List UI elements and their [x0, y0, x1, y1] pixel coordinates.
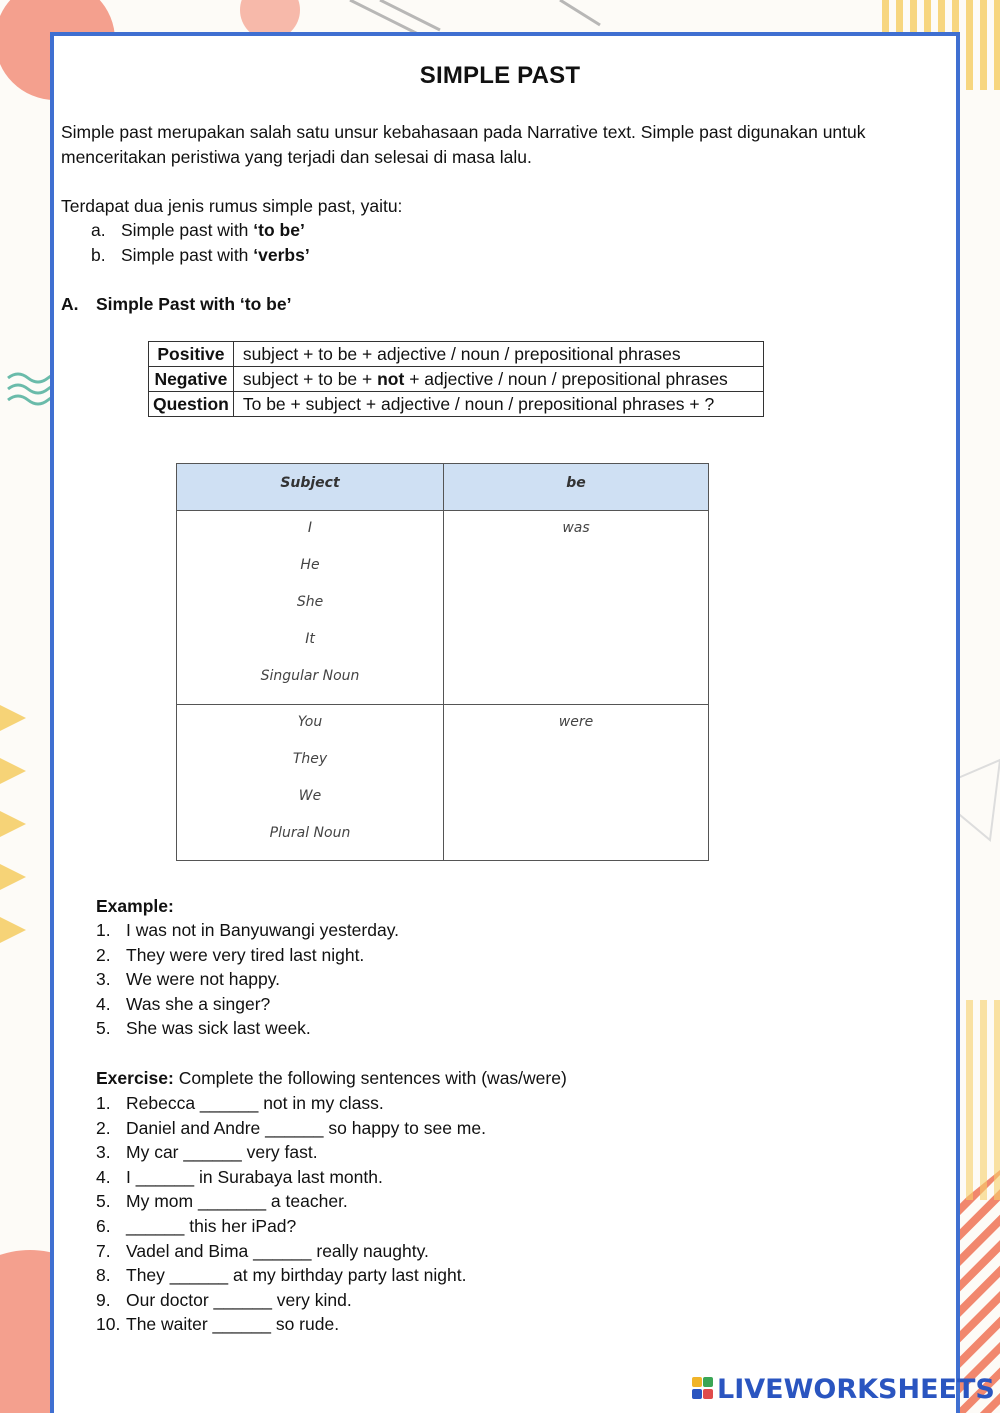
item-text: My car ______ very fast. — [126, 1142, 318, 1163]
page-title: SIMPLE PAST — [419, 62, 581, 89]
list-item — [96, 1116, 486, 1141]
item-number: 4. — [96, 993, 111, 1014]
subject-cell: Singular Noun — [260, 668, 360, 684]
item-text: We were not happy. — [126, 969, 281, 990]
item-number: 2. — [96, 944, 111, 965]
list-item — [96, 1312, 339, 1337]
list-item — [96, 1016, 311, 1041]
list-marker: b. — [91, 245, 106, 265]
list-marker: a. — [91, 220, 106, 240]
subject-cell: It — [305, 631, 315, 647]
item-text: I ______ in Surabaya last month. — [126, 1166, 383, 1187]
item-number: 6. — [96, 1216, 111, 1236]
list-item — [96, 1189, 348, 1214]
formula-table — [148, 341, 764, 417]
logo-icon — [692, 1377, 714, 1401]
item-text: Our doctor ______ very kind. — [126, 1289, 352, 1310]
intro-paragraph — [61, 120, 941, 169]
subject-cell: You — [297, 714, 323, 730]
types-lead: Terdapat dua jenis rumus simple past, yaitu: — [61, 196, 403, 216]
item-text: They were very tired last night. — [126, 944, 365, 965]
item-number: 1. — [96, 920, 111, 940]
list-item — [96, 1165, 383, 1190]
item-number: 3. — [96, 969, 111, 990]
table-row — [149, 367, 764, 392]
item-number: 9. — [96, 1289, 111, 1310]
list-item — [96, 1140, 318, 1165]
table-row — [149, 342, 764, 367]
list-item — [96, 1214, 296, 1239]
item-number: 5. — [96, 1018, 111, 1039]
formula-text — [233, 367, 763, 392]
logo-text: LIVEWORKSHEETS — [717, 1373, 995, 1405]
item-text: They ______ at my birthday party last night. — [126, 1265, 467, 1286]
be-cell: were — [558, 714, 594, 730]
liveworksheets-logo[interactable] — [692, 1372, 995, 1406]
type-emphasis: ‘verbs’ — [253, 245, 310, 265]
item-text: ______ this her iPad? — [126, 1216, 297, 1236]
item-text: The waiter ______ so rude. — [126, 1314, 340, 1335]
item-number: 3. — [96, 1142, 111, 1163]
section-marker: A. — [61, 294, 79, 314]
item-text: She was sick last week. — [126, 1018, 311, 1039]
example-heading: Example: — [96, 896, 174, 916]
list-item — [96, 943, 364, 968]
list-item — [96, 1239, 429, 1264]
item-number: 7. — [96, 1240, 111, 1261]
row-divider — [177, 704, 708, 705]
subject-cell: Plural Noun — [269, 825, 351, 841]
item-text: Daniel and Andre ______ so happy to see me. — [126, 1117, 486, 1138]
item-text: Was she a singer? — [126, 993, 271, 1014]
type-item — [91, 218, 305, 243]
formula-label: Positive — [149, 342, 234, 367]
subject-cell: I — [307, 520, 313, 536]
list-item — [96, 1091, 384, 1116]
exercise-heading — [96, 1066, 567, 1091]
formula-text — [233, 342, 763, 367]
list-item — [96, 918, 399, 943]
item-text: Rebecca ______ not in my class. — [126, 1093, 384, 1113]
intro-line: Simple past merupakan salah satu unsur kebahasaan pada Narrative text. Simple past digunakan untuk — [61, 122, 866, 142]
item-text: My mom _______ a teacher. — [126, 1191, 348, 1212]
item-number: 8. — [96, 1265, 111, 1286]
subject-be-table — [176, 463, 709, 861]
subject-cell: She — [296, 594, 324, 610]
type-text: Simple past with — [121, 245, 254, 265]
subject-cell: They — [292, 751, 328, 767]
list-item — [96, 967, 280, 992]
list-item — [96, 1288, 352, 1313]
exercise-instruction: Complete the following sentences with (was/were) — [173, 1068, 567, 1088]
type-text: Simple past with — [121, 220, 254, 240]
subject-cell: He — [300, 557, 320, 573]
section-heading — [61, 292, 291, 317]
list-item — [96, 992, 270, 1017]
item-number: 1. — [96, 1093, 111, 1113]
subject-cell: We — [298, 788, 322, 804]
formula-text — [233, 392, 763, 417]
item-text: Vadel and Bima ______ really naughty. — [126, 1240, 429, 1261]
header-subject: Subject — [280, 475, 340, 491]
formula-part: subject + to be + — [242, 369, 378, 389]
formula-label: Question — [149, 392, 234, 417]
section-heading-text: Simple Past with ‘to be’ — [96, 294, 292, 314]
formula-label: Negative — [149, 367, 234, 392]
be-cell: was — [562, 520, 590, 536]
type-item — [91, 243, 310, 268]
formula-part: + adjective / noun / prepositional phrases — [404, 369, 728, 389]
item-number: 10. — [96, 1314, 121, 1335]
header-be: be — [566, 475, 586, 491]
item-text: I was not in Banyuwangi yesterday. — [126, 920, 400, 940]
formula-keyword: not — [377, 369, 405, 389]
type-emphasis: ‘to be’ — [253, 220, 305, 240]
item-number: 5. — [96, 1191, 111, 1212]
formula-part: To be + subject + adjective / noun / prepositional phrases + ? — [242, 394, 715, 414]
table-row — [149, 392, 764, 417]
item-number: 2. — [96, 1117, 111, 1138]
list-item — [96, 1263, 466, 1288]
item-number: 4. — [96, 1166, 111, 1187]
intro-line: menceritakan peristiwa yang terjadi dan selesai di masa lalu. — [61, 146, 532, 167]
exercise-label: Exercise: — [96, 1068, 174, 1088]
formula-part: subject + to be + adjective / noun / prepositional phrases — [242, 344, 681, 364]
